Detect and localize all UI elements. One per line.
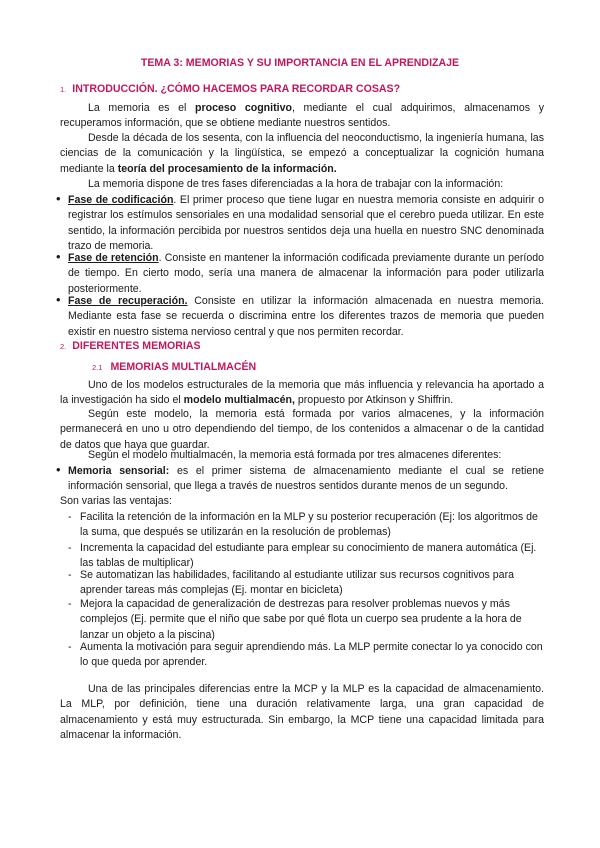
advantage-text: Mejora la capacidad de generalización de destrezas para resolver problemas nuevos y más complejos (Ej. permite que el niño que sabe por qué flota un cuerpo sea prudente a la hora de lanzar un objeto a la piscina) [80,598,522,641]
dash-icon: - [68,511,72,523]
final-paragraph: Una de las principales diferencias entre la MCP y la MLP es la capacidad de almacenamiento. La MLP, por definición, tiene una duración relativamente larga, una gran capacidad de almacenamiento y está muy estructurada. Sin embargo, la MCP tiene una capacidad limitada para almacenar la información. [60,683,544,742]
advantage-text: Aumenta la motivación para seguir aprendiendo más. La MLP permite conectar lo ya conocido con lo que queda por aprender. [80,641,543,669]
memory-sensorial-term: Memoria sensorial: [68,465,170,477]
section-2-title: DIFERENTES MEMORIAS [72,340,201,352]
section-1-number: 1. [60,85,67,94]
memory-sensorial-item [56,462,544,495]
dash-icon: - [68,641,72,653]
dash-icon: - [68,542,72,554]
subsection-title: MEMORIAS MULTIALMACÉN [110,361,257,373]
advantage-text: Facilita la retención de la información en la MLP y su posterior recuperación (Ej: los algoritmos de la suma, que después se utilizarán en la resolución de problemas) [80,511,538,539]
multi-p1-text-a: Uno de los modelos estructurales de la memoria que más influencia y relevancia ha aportado a la investigación ha sido el [60,379,544,407]
memory-sensorial-text: es el primer sistema de almacenamiento mediante el cual se retiene información sensorial, que llega a través de nuestros sentidos durante menos de un segundo. [68,465,544,493]
phase-text: Consiste en utilizar la información almacenada en nuestra memoria. Mediante esta fase se recuerda o discrimina entre los diferentes trazos de memoria que pueden existir en nuestro sistema nervioso central y que nos permiten recordar. [68,295,544,338]
bullet-icon: • [56,249,61,264]
intro-p2-bold: teoría del procesamiento de la información. [117,162,337,175]
phase-item [56,292,544,340]
bullet-icon: • [56,191,61,206]
subsection-2-1-heading [92,360,256,375]
advantage-text: Se automatizan las habilidades, facilitando al estudiante utilizar sus recursos cognitivos para aprender tareas más complejas (Ej. montar en bicicleta) [80,569,514,597]
intro-paragraph-1 [60,101,544,132]
phase-text: . El primer proceso que tiene lugar en nuestra memoria consiste en adquirir o registrar los estímulos sensoriales en una modalidad sensorial que el cerebro pueda utilizar. En este sentido, la información percibida por nuestros sentidos deja una huella en nuestro SNC denominada trazo de memoria. [68,194,544,253]
phase-term: Fase de codificación [68,194,174,206]
subsection-number: 2.1 [92,363,103,372]
multi-p1-bold: modelo multialmacén, [183,394,295,407]
multialmacen-paragraph-3: Según el modelo multialmacén, la memoria está formada por tres almacenes diferentes: [88,449,502,461]
phase-text: . Consiste en mantener la información codificada previamente durante un período de tiempo. En cierto modo, sería una manera de almacenar la información para poder utilizarla posteriormente. [68,252,545,295]
bullet-icon: • [56,292,61,307]
multi-p1-text-c: propuesto por Atkinson y Shiffrin. [294,394,454,407]
section-2-heading [60,339,201,354]
intro-paragraph-3: La memoria dispone de tres fases diferenciadas a la hora de trabajar con la información: [88,178,504,190]
advantage-text: Incrementa la capacidad del estudiante para emplear su conocimiento de manera automática (Ej. las tablas de multiplicar) [80,542,537,570]
advantage-item [68,568,544,599]
dash-icon: - [68,598,72,610]
advantage-item [68,597,544,643]
advantage-item [68,640,544,671]
section-1-heading [60,82,400,97]
multialmacen-paragraph-2: Según este modelo, la memoria está formada por varios almacenes, y la información permanecerá en uno u otro dependiendo del tiempo, de los contenidos a almacenar o de la cantidad de datos que haya que guardar. [60,408,544,451]
document-title: TEMA 3: MEMORIAS Y SU IMPORTANCIA EN EL APRENDIZAJE [140,57,460,69]
advantages-intro: Son varias las ventajas: [60,495,172,507]
section-1-title: INTRODUCCIÓN. ¿CÓMO HACEMOS PARA RECORDAR COSAS? [72,83,401,95]
multialmacen-paragraph-1 [60,378,544,409]
phase-item [56,249,545,297]
advantage-item [68,510,544,541]
intro-p1-text-c: , mediante el cual adquirimos, almacenamos y recuperamos información, que se obtiene mediante nuestros sentidos. [60,102,544,130]
intro-p2-text-a: Desde la década de los sesenta, con la influencia del neoconductismo, la ingeniería humana, las ciencias de la comunicación y la lingüística, se empezó a conceptualizar la cognición humana mediante la [60,132,544,175]
intro-p1-bold: proceso cognitivo [195,102,292,114]
bullet-icon: • [56,462,61,477]
dash-icon: - [68,569,72,581]
intro-paragraph-2 [60,131,544,177]
intro-p1-text-a: La memoria es el [88,102,195,114]
phase-item [56,191,544,255]
phase-term: Fase de retención [68,252,159,264]
phase-term: Fase de recuperación. [68,295,188,307]
section-2-number: 2. [60,342,67,351]
